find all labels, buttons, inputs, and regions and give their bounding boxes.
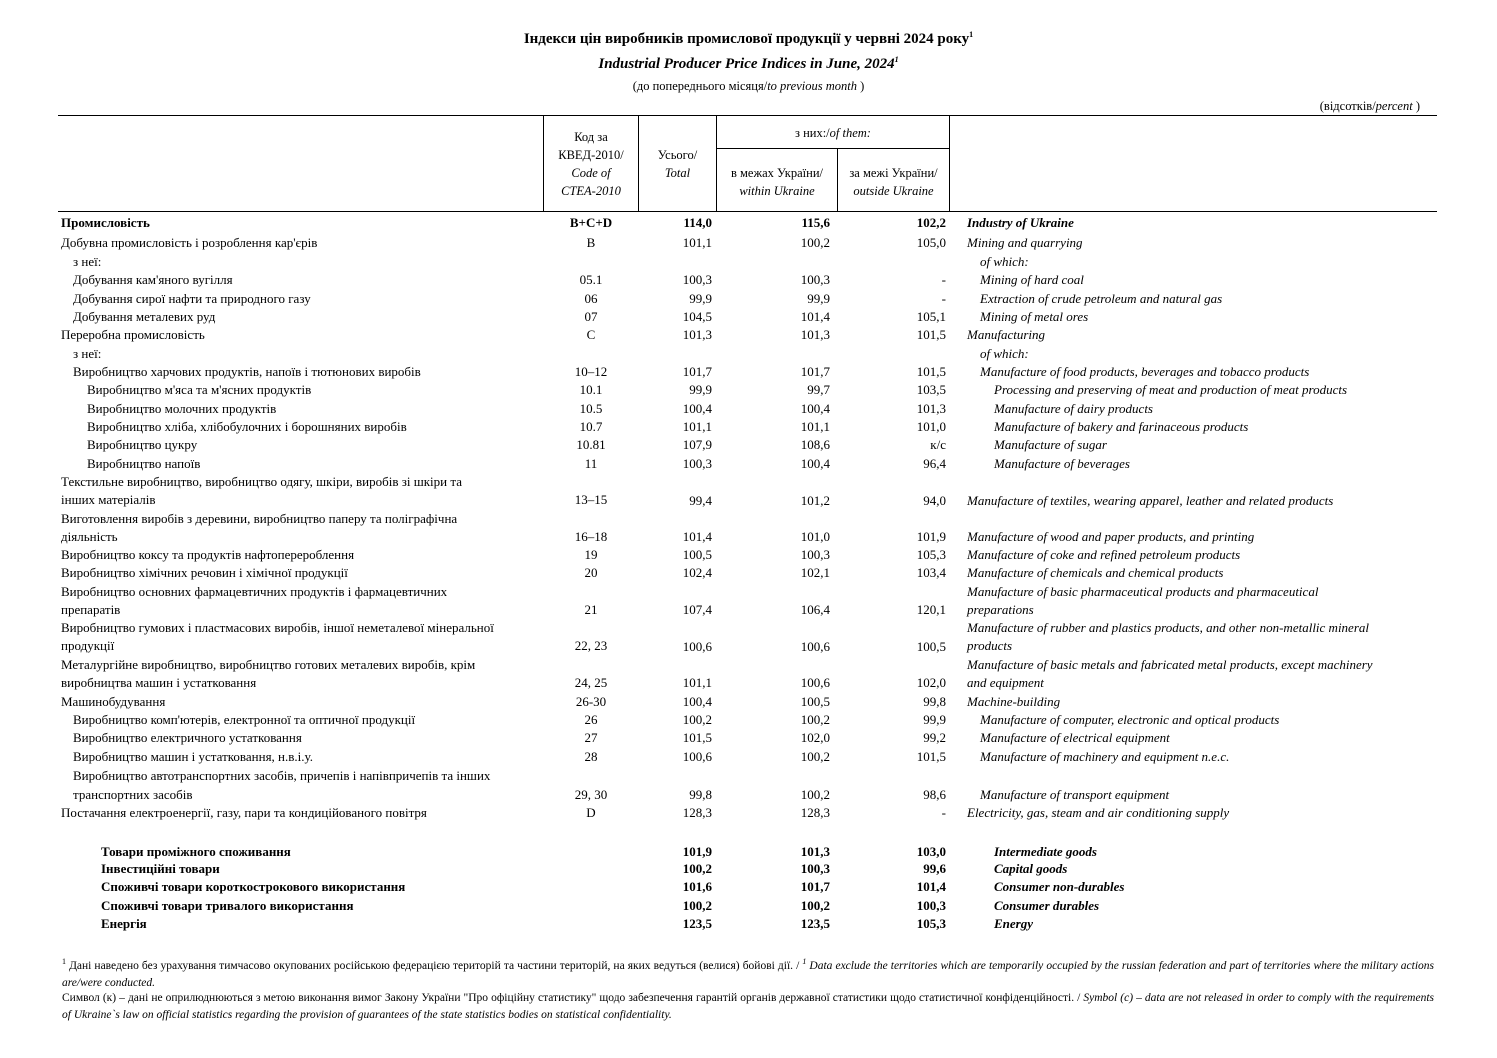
subheader-rule — [716, 148, 949, 149]
col-divider — [949, 116, 950, 211]
table-row: Виготовлення виробів з деревини, виробництво паперу та поліграфічна діяльність 16–18 101,4 101,0 101,9 Manufacture of wood and paper products, and printing — [61, 511, 1255, 544]
group-row: Споживчі товари короткострокового використання 101,6 101,7 101,4 Consumer non-durables — [101, 879, 1125, 894]
title-en-footnote-mark: 1 — [894, 55, 899, 64]
table-row: Виробництво автотранспортних засобів, причепів і напівпричепів та інших транспортних засобів 29, 30 99,8 100,2 98,6 Manufacture of transport equipment — [73, 768, 1170, 802]
title-ua: Індекси цін виробників промислової продукції у червні 2024 року$^1$ — [523, 30, 974, 47]
table-row: Машинобудування 26-30 100,4 100,5 99,8 Machine-building — [61, 694, 1061, 709]
table-row: Постачання електроенергії, газу, пари та кондиційованого повітря D 128,3 128,3 - Electricity, gas, steam and air conditioning supply — [61, 805, 1230, 820]
table-row: Виробництво коксу та продуктів нафтоперероблення 19 100,5 100,3 105,3 Manufacture of coke and refined petroleum products — [61, 547, 1241, 562]
table-row: Добувна промисловість і розроблення кар'єрів B 101,1 100,2 105,0 Mining and quarrying — [61, 235, 1083, 250]
table-row: Переробна промисловість C 101,3 101,3 101,5 Manufacturing — [61, 327, 1045, 342]
table-row: з неї: of which: — [73, 254, 1029, 269]
table-row: Виробництво хімічних речовин і хімічної продукції 20 102,4 102,1 103,4 Manufacture of chemicals and chemical products — [61, 565, 1224, 580]
footnote-1: $^1$ Дані наведено без урахування тимчасово окупованих російською федерацією територій та частини територій, на яких ведуться (велися) бойові дії. / $^1$ Data exclude the territories which are temporarily occupied by the russian federation and part of territories where the military actions are/were conducted. — [62, 957, 1434, 989]
group-row: Товари проміжного споживання 101,9 101,3 103,0 Intermediate goods — [101, 844, 1097, 859]
footnote-2: Символ (к) – дані не оприлюднюються з метою виконання вимог Закону України "Про офіційну статистику" щодо забезпечення гарантій органів державної статистики щодо статистичної конфіденційності. / Symbol (c) – data are not released in order to comply with the requirements of Ukraine`s law on official statistics regarding the provision of guarantees of the state statistics bodies on statistical confidentiality. — [62, 992, 1434, 1021]
table-row: Добування кам'яного вугілля 05.1 100,3 100,3 - Mining of hard coal — [73, 272, 1084, 287]
table-row: Добування сирої нафти та природного газу 06 99,9 99,9 - Extraction of crude petroleum and natural gas — [73, 291, 1223, 306]
total-column-header: Усього/ Total — [657, 148, 698, 180]
table-row: Виробництво хліба, хлібобулочних і борошняних виробів 10.7 101,1 101,1 101,0 Manufacture of bakery and farinaceous products — [87, 419, 1249, 434]
table-top-rule — [58, 115, 1437, 116]
table-row: Виробництво основних фармацевтичних продуктів і фармацевтичних препаратів 21 107,4 106,4 120,1 Manufacture of basic pharmaceutical products and pharmaceutical preparations — [61, 584, 1319, 617]
unit-label: (відсотків/percent ) — [1319, 99, 1420, 113]
group-row: Інвестиційні товари 100,2 100,3 99,6 Capital goods — [101, 861, 1068, 876]
subtitle: (до попереднього місяця/to previous month ) — [632, 79, 865, 93]
table-row: Металургійне виробництво, виробництво готових металевих виробів, крім виробництва машин і устатковання 24, 25 101,1 100,6 102,0 Manufacture of basic metals and fabricated metal products, except machinery and equipment — [61, 657, 1373, 690]
outside-ukraine-header: за межі України/ outside Ukraine — [849, 166, 938, 198]
table-row: Виробництво гумових і пластмасових виробів, іншої неметалевої мінеральної продукції 22, 23 100,6 100,6 100,5 Manufacture of rubber and plastics products, and other non-metallic mineral products — [61, 620, 1369, 654]
table-row: Виробництво цукру 10.81 107,9 108,6 к/с Manufacture of sugar — [87, 437, 1107, 452]
of-them-header: з них:/of them: — [795, 126, 871, 140]
title-footnote-mark: 1 — [969, 30, 974, 39]
table-row: з неї: of which: — [73, 346, 1029, 361]
table-row: Текстильне виробництво, виробництво одягу, шкіри, виробів зі шкіри та інших матеріалів 13–15 99,4 101,2 94,0 Manufacture of textiles, wearing apparel, leather and related products — [61, 474, 1334, 508]
table-row: Виробництво харчових продуктів, напоїв і тютюнових виробів 10–12 101,7 101,7 101,5 Manufacture of food products, beverages and tobacco products — [73, 364, 1310, 379]
table-row: Добування металевих руд 07 104,5 101,4 105,1 Mining of metal ores — [73, 309, 1089, 324]
code-column-header: Код за КВЕД-2010/ Code of CTEA-2010 — [558, 130, 624, 198]
table-row: Виробництво електричного устатковання 27 101,5 102,0 99,2 Manufacture of electrical equipment — [73, 730, 1170, 745]
header-bottom-rule — [58, 211, 1437, 212]
table-row: Виробництво комп'ютерів, електронної та оптичної продукції 26 100,2 100,2 99,9 Manufacture of computer, electronic and optical products — [73, 712, 1280, 727]
group-row: Енергія 123,5 123,5 105,3 Energy — [101, 916, 1033, 931]
within-ukraine-header: в межах України/ within Ukraine — [731, 166, 823, 198]
table-row: Виробництво напоїв 11 100,3 100,4 96,4 Manufacture of beverages — [87, 456, 1130, 471]
table-row: Виробництво м'яса та м'ясних продуктів 10.1 99,9 99,7 103,5 Processing and preserving of meat and production of meat products — [87, 382, 1348, 397]
table-row: Виробництво молочних продуктів 10.5 100,4 100,4 101,3 Manufacture of dairy products — [87, 401, 1153, 416]
table-row: Промисловість B+C+D 114,0 115,6 102,2 Industry of Ukraine — [61, 215, 1074, 230]
title-en: Industrial Producer Price Indices in June, 2024$^1$ — [598, 55, 899, 72]
group-row: Споживчі товари тривалого використання 100,2 100,2 100,3 Consumer durables — [101, 898, 1100, 913]
table-row: Виробництво машин і устатковання, н.в.і.у. 28 100,6 100,2 101,5 Manufacture of machinery and equipment n.e.c. — [73, 749, 1230, 764]
